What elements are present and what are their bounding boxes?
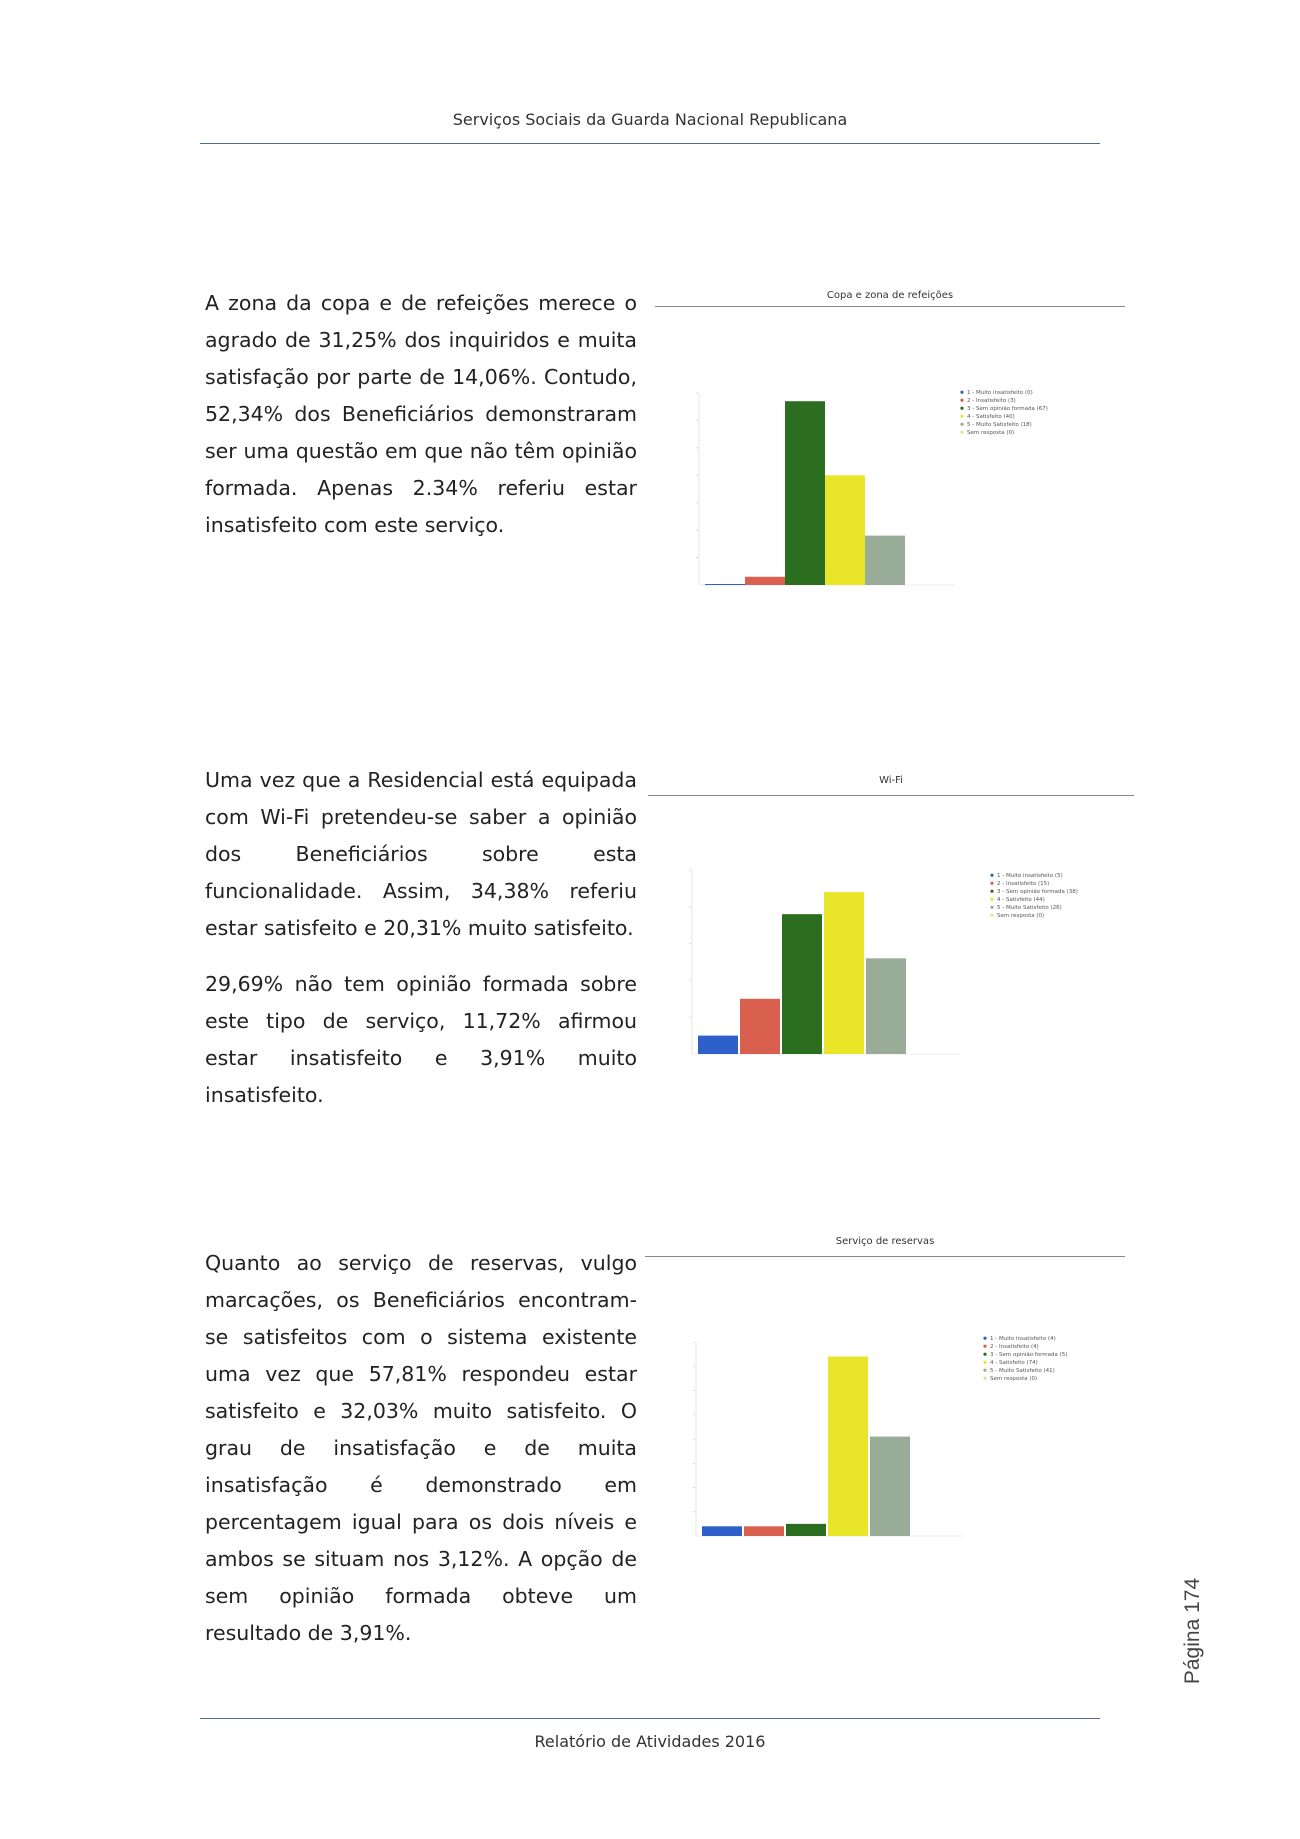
legend-marker bbox=[990, 890, 993, 893]
bar-1 bbox=[698, 1036, 738, 1054]
chart-copa bbox=[655, 288, 1125, 598]
legend-entry: 4 - Satisfeito (44) bbox=[997, 897, 1045, 903]
legend-marker bbox=[983, 1361, 986, 1364]
legend-marker bbox=[960, 423, 963, 426]
legend-marker bbox=[990, 898, 993, 901]
legend-entry: 5 - Muito Satisfeito (26) bbox=[997, 905, 1062, 911]
legend-marker bbox=[990, 882, 993, 885]
legend-marker bbox=[960, 415, 963, 418]
header-divider bbox=[200, 143, 1100, 144]
bar-3 bbox=[786, 1524, 826, 1536]
chart-svg bbox=[648, 773, 1134, 1059]
bar-4 bbox=[828, 1357, 868, 1536]
legend-marker bbox=[990, 914, 993, 917]
chart-reservas bbox=[645, 1234, 1125, 1546]
footer-divider bbox=[200, 1718, 1100, 1719]
bar-5 bbox=[870, 1437, 910, 1536]
paragraph-wifi-2: 29,69% não tem opinião formada sobre este tipo de serviço, 11,72% afirmou estar insatisfeito e 3,91% muito insatisfeito. bbox=[205, 972, 637, 1107]
legend-entry: Sem resposta (0) bbox=[967, 430, 1015, 436]
bar-2 bbox=[744, 1526, 784, 1536]
legend-marker bbox=[960, 407, 963, 410]
page-number bbox=[1173, 1571, 1213, 1691]
bar-1 bbox=[705, 584, 745, 585]
page-footer: Relatório de Atividades 2016 bbox=[534, 1732, 766, 1751]
bar-2 bbox=[740, 999, 780, 1054]
bar-4 bbox=[824, 892, 864, 1054]
paragraph-reservas: Quanto ao serviço de reservas, vulgo marcações, os Beneficiários encontram-se satisfeitos com o sistema existente uma vez que 57,81% respondeu estar satisfeito e 32,03% muito satisfeito. O grau de insatisfação e de muita insatisfação é demonstrado em percentagem igual para os dois níveis e ambos se situam nos 3,12%. A opção de sem opinião formada obteve um resultado de 3,91%. bbox=[205, 1251, 637, 1645]
chart-wifi bbox=[648, 773, 1134, 1059]
chart-title: Serviço de reservas bbox=[835, 1236, 935, 1247]
bar-3 bbox=[782, 914, 822, 1054]
legend-marker bbox=[960, 399, 963, 402]
legend-marker bbox=[960, 391, 963, 394]
legend-marker bbox=[983, 1369, 986, 1372]
legend-entry: 4 - Satisfeito (40) bbox=[967, 414, 1015, 420]
legend-marker bbox=[990, 906, 993, 909]
legend-entry: Sem resposta (0) bbox=[990, 1376, 1038, 1382]
chart-svg bbox=[645, 1234, 1125, 1546]
chart-title: Copa e zona de refeições bbox=[826, 290, 954, 301]
chart-svg bbox=[655, 288, 1125, 598]
legend-entry: 3 - Sem opinião formada (38) bbox=[997, 889, 1078, 895]
legend-entry: 2 - Insatisfeito (15) bbox=[997, 881, 1050, 887]
legend-entry: 1 - Muito insatisfeito (0) bbox=[967, 390, 1033, 396]
paragraph-wifi: Uma vez que a Residencial está equipada com Wi-Fi pretendeu-se saber a opinião dos Beneficiários sobre esta funcionalidade. Assim, 34,38% referiu estar satisfeito e 20,31% muito satisfeito. bbox=[205, 768, 637, 940]
bar-2 bbox=[745, 577, 785, 585]
page-header: Serviços Sociais da Guarda Nacional Republicana bbox=[452, 110, 848, 129]
legend-entry: 5 - Muito Satisfeito (18) bbox=[967, 422, 1032, 428]
legend-entry: 2 - Insatisfeito (3) bbox=[967, 398, 1016, 404]
legend-marker bbox=[983, 1377, 986, 1380]
bar-5 bbox=[865, 536, 905, 585]
chart-title: Wi-Fi bbox=[879, 775, 903, 786]
bar-4 bbox=[825, 475, 865, 585]
legend-entry: 5 - Muito Satisfeito (41) bbox=[990, 1368, 1055, 1374]
legend-entry: 4 - Satisfeito (74) bbox=[990, 1360, 1038, 1366]
legend-entry: 3 - Sem opinião formada (67) bbox=[967, 406, 1048, 412]
paragraph-copa: A zona da copa e de refeições merece o agrado de 31,25% dos inquiridos e muita satisfação por parte de 14,06%. Contudo, 52,34% dos Beneficiários demonstraram ser uma questão em que não têm opinião formada. Apenas 2.34% referiu estar insatisfeito com este serviço. bbox=[205, 291, 637, 537]
legend-entry: 1 - Muito insatisfeito (5) bbox=[997, 873, 1063, 879]
legend-entry: 3 - Sem opinião formada (5) bbox=[990, 1352, 1068, 1358]
bar-3 bbox=[785, 401, 825, 585]
legend-marker bbox=[960, 431, 963, 434]
legend-marker bbox=[990, 874, 993, 877]
bar-1 bbox=[702, 1526, 742, 1536]
legend-entry: 2 - Insatisfeito (4) bbox=[990, 1344, 1039, 1350]
bar-5 bbox=[866, 958, 906, 1054]
legend-marker bbox=[983, 1353, 986, 1356]
legend-entry: Sem resposta (0) bbox=[997, 913, 1045, 919]
page-number-label: Página 174 bbox=[1181, 1577, 1204, 1685]
legend-entry: 1 - Muito insatisfeito (4) bbox=[990, 1336, 1056, 1342]
legend-marker bbox=[983, 1345, 986, 1348]
legend-marker bbox=[983, 1337, 986, 1340]
